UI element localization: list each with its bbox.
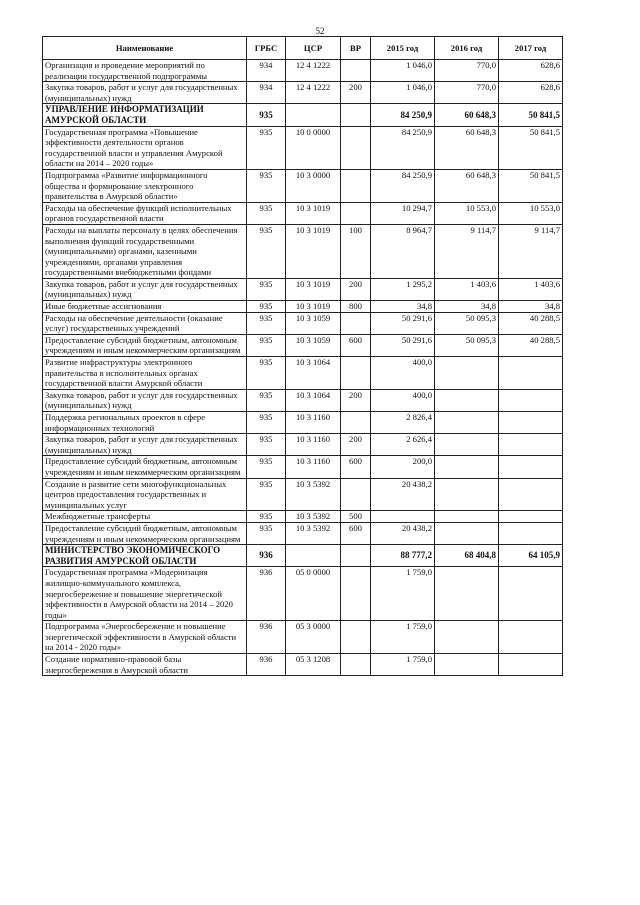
cell-grbs: 935	[247, 412, 286, 434]
cell-csr: 10 3 1160	[286, 434, 341, 456]
cell-y2016	[435, 654, 499, 676]
page-number: 52	[315, 26, 325, 36]
table-row	[43, 567, 563, 621]
table-row	[43, 60, 563, 82]
table-row	[43, 312, 563, 334]
cell-y2017	[499, 621, 563, 654]
cell-csr	[286, 104, 341, 126]
cell-y2016: 60 648,3	[435, 169, 499, 202]
cell-grbs: 935	[247, 301, 286, 313]
cell-name: Создание нормативно-правовой базы энергосбережения в Амурской области	[43, 654, 247, 676]
cell-y2017: 9 114,7	[499, 224, 563, 278]
cell-csr: 10 3 5392	[286, 478, 341, 511]
cell-vr: 200	[341, 278, 371, 300]
table-row	[43, 82, 563, 104]
cell-y2015: 84 250,9	[371, 169, 435, 202]
cell-csr: 10 3 1019	[286, 278, 341, 300]
cell-vr	[341, 621, 371, 654]
cell-y2017: 50 841,5	[499, 126, 563, 169]
cell-y2017: 64 105,9	[499, 545, 563, 567]
cell-y2016: 770,0	[435, 82, 499, 104]
cell-y2017	[499, 654, 563, 676]
cell-csr: 10 3 1160	[286, 412, 341, 434]
cell-y2017	[499, 412, 563, 434]
cell-vr: 100	[341, 224, 371, 278]
cell-vr: 500	[341, 511, 371, 523]
cell-name: Расходы на выплаты персоналу в целях обеспечения выполнения функций государственными (муниципальными) органами, казенными учреждениями, органами управления государственными внебюджетными фондами	[43, 224, 247, 278]
cell-name: Поддержка региональных проектов в сфере информационных технологий	[43, 412, 247, 434]
cell-y2015: 1 759,0	[371, 621, 435, 654]
cell-y2016	[435, 511, 499, 523]
cell-y2016: 50 095,3	[435, 312, 499, 334]
cell-vr	[341, 312, 371, 334]
cell-y2016	[435, 434, 499, 456]
cell-y2017	[499, 478, 563, 511]
cell-vr	[341, 169, 371, 202]
cell-y2015: 8 964,7	[371, 224, 435, 278]
cell-y2017: 50 841,5	[499, 104, 563, 126]
cell-grbs: 935	[247, 169, 286, 202]
cell-csr: 10 3 1059	[286, 312, 341, 334]
cell-csr: 10 3 5392	[286, 511, 341, 523]
cell-vr	[341, 412, 371, 434]
cell-vr: 600	[341, 456, 371, 478]
cell-vr	[341, 545, 371, 567]
header-grbs: ГРБС	[247, 37, 286, 60]
header-vr: ВР	[341, 37, 371, 60]
cell-y2017: 50 841,5	[499, 169, 563, 202]
cell-name: МИНИСТЕРСТВО ЭКОНОМИЧЕСКОГО РАЗВИТИЯ АМУРСКОЙ ОБЛАСТИ	[43, 545, 247, 567]
cell-y2017: 10 553,0	[499, 202, 563, 224]
cell-grbs: 935	[247, 522, 286, 544]
cell-grbs: 935	[247, 334, 286, 356]
table-row	[43, 389, 563, 411]
table-row	[43, 522, 563, 544]
cell-y2016	[435, 522, 499, 544]
table-row	[43, 104, 563, 126]
cell-csr: 10 3 5392	[286, 522, 341, 544]
cell-vr	[341, 60, 371, 82]
cell-name: Государственная программа «Модернизация жилищно-коммунального комплекса, энергосбережение и повышение энергетической эффективности в Амурской области на 2014 – 2020 годы»	[43, 567, 247, 621]
table-row	[43, 202, 563, 224]
cell-grbs: 936	[247, 621, 286, 654]
cell-name: Закупка товаров, работ и услуг для государственных (муниципальных) нужд	[43, 82, 247, 104]
cell-y2015: 2 626,4	[371, 434, 435, 456]
table-row	[43, 434, 563, 456]
cell-name: Предоставление субсидий бюджетным, автономным учреждениям и иным некоммерческим организациям	[43, 334, 247, 356]
cell-y2015: 50 291,6	[371, 312, 435, 334]
cell-y2017	[499, 511, 563, 523]
cell-y2017: 628,6	[499, 60, 563, 82]
cell-y2015: 1 295,2	[371, 278, 435, 300]
cell-y2015	[371, 511, 435, 523]
cell-y2016: 60 648,3	[435, 126, 499, 169]
cell-y2017	[499, 389, 563, 411]
cell-grbs: 936	[247, 654, 286, 676]
cell-csr	[286, 545, 341, 567]
table-header-row	[43, 37, 563, 60]
cell-name: Расходы на обеспечение функций исполнительных органов государственной власти	[43, 202, 247, 224]
cell-csr: 05 3 0000	[286, 621, 341, 654]
cell-y2015: 50 291,6	[371, 334, 435, 356]
cell-csr: 10 3 1064	[286, 389, 341, 411]
cell-grbs: 935	[247, 278, 286, 300]
table-row	[43, 621, 563, 654]
cell-y2015: 20 438,2	[371, 478, 435, 511]
cell-y2015: 1 759,0	[371, 567, 435, 621]
cell-grbs: 935	[247, 202, 286, 224]
cell-y2017: 40 288,5	[499, 312, 563, 334]
cell-y2016: 60 648,3	[435, 104, 499, 126]
cell-csr: 10 3 1160	[286, 456, 341, 478]
cell-y2015: 84 250,9	[371, 104, 435, 126]
cell-name: Создание и развитие сети многофункциональных центров предоставления государственных и муниципальных услуг	[43, 478, 247, 511]
cell-y2016: 50 095,3	[435, 334, 499, 356]
budget-table	[42, 36, 563, 676]
table-row	[43, 301, 563, 313]
table-row	[43, 654, 563, 676]
cell-grbs: 934	[247, 60, 286, 82]
cell-y2016	[435, 621, 499, 654]
cell-vr	[341, 126, 371, 169]
cell-grbs: 935	[247, 434, 286, 456]
cell-y2016: 770,0	[435, 60, 499, 82]
cell-grbs: 935	[247, 126, 286, 169]
cell-vr	[341, 104, 371, 126]
table-row	[43, 456, 563, 478]
cell-vr: 200	[341, 82, 371, 104]
cell-y2015: 400,0	[371, 389, 435, 411]
header-csr: ЦСР	[286, 37, 341, 60]
cell-y2017: 1 403,6	[499, 278, 563, 300]
cell-name: Подпрограмма «Развитие информационного общества и формирование электронного правительства в Амурской области»	[43, 169, 247, 202]
cell-grbs: 935	[247, 389, 286, 411]
cell-y2015: 200,0	[371, 456, 435, 478]
cell-vr: 600	[341, 334, 371, 356]
cell-y2016: 68 404,8	[435, 545, 499, 567]
cell-name: Иные бюджетные ассигнования	[43, 301, 247, 313]
cell-y2015: 1 046,0	[371, 60, 435, 82]
cell-y2015: 34,8	[371, 301, 435, 313]
cell-y2017	[499, 357, 563, 390]
cell-y2016: 1 403,6	[435, 278, 499, 300]
cell-vr	[341, 202, 371, 224]
cell-grbs: 935	[247, 357, 286, 390]
cell-grbs: 936	[247, 567, 286, 621]
cell-y2017: 34,8	[499, 301, 563, 313]
cell-grbs: 935	[247, 224, 286, 278]
cell-y2015: 400,0	[371, 357, 435, 390]
cell-grbs: 935	[247, 478, 286, 511]
cell-y2015: 84 250,9	[371, 126, 435, 169]
header-name: Наименование	[43, 37, 247, 60]
cell-name: Межбюджетные трансферты	[43, 511, 247, 523]
table-row	[43, 169, 563, 202]
cell-y2017	[499, 522, 563, 544]
cell-y2015: 1 046,0	[371, 82, 435, 104]
cell-name: Подпрограмма «Энергосбережение и повышение энергетической эффективности в Амурской области на 2014 - 2020 годы»	[43, 621, 247, 654]
cell-csr: 10 3 1019	[286, 202, 341, 224]
cell-csr: 10 0 0000	[286, 126, 341, 169]
cell-name: Закупка товаров, работ и услуг для государственных (муниципальных) нужд	[43, 389, 247, 411]
cell-y2016	[435, 357, 499, 390]
cell-y2017: 40 288,5	[499, 334, 563, 356]
header-2015: 2015 год	[371, 37, 435, 60]
cell-y2015: 2 826,4	[371, 412, 435, 434]
cell-grbs: 936	[247, 545, 286, 567]
cell-name: Организация и проведение мероприятий по реализации государственной подпрограммы	[43, 60, 247, 82]
cell-name: Государственная программа «Повышение эффективности деятельности органов государственной власти и управления Амурской области на 2014 – 2020 годы»	[43, 126, 247, 169]
cell-name: Расходы на обеспечение деятельности (оказание услуг) государственных учреждений	[43, 312, 247, 334]
table-row	[43, 224, 563, 278]
cell-vr: 600	[341, 522, 371, 544]
table-row	[43, 545, 563, 567]
cell-name: УПРАВЛЕНИЕ ИНФОРМАТИЗАЦИИ АМУРСКОЙ ОБЛАСТИ	[43, 104, 247, 126]
cell-csr: 10 3 0000	[286, 169, 341, 202]
cell-vr: 200	[341, 389, 371, 411]
cell-grbs: 935	[247, 511, 286, 523]
cell-y2017: 628,6	[499, 82, 563, 104]
cell-y2016	[435, 456, 499, 478]
cell-vr	[341, 567, 371, 621]
cell-name: Закупка товаров, работ и услуг для государственных (муниципальных) нужд	[43, 434, 247, 456]
cell-vr: 200	[341, 434, 371, 456]
table-row	[43, 126, 563, 169]
cell-name: Предоставление субсидий бюджетным, автономным учреждениям и иным некоммерческим организациям	[43, 456, 247, 478]
cell-y2015: 10 294,7	[371, 202, 435, 224]
cell-csr: 10 3 1019	[286, 224, 341, 278]
cell-y2016	[435, 412, 499, 434]
table-row	[43, 478, 563, 511]
cell-csr: 10 3 1059	[286, 334, 341, 356]
cell-vr	[341, 654, 371, 676]
cell-y2015: 88 777,2	[371, 545, 435, 567]
cell-csr: 12 4 1222	[286, 82, 341, 104]
cell-y2017	[499, 456, 563, 478]
cell-vr	[341, 478, 371, 511]
cell-y2016: 34,8	[435, 301, 499, 313]
table-row	[43, 357, 563, 390]
cell-y2016	[435, 478, 499, 511]
cell-name: Закупка товаров, работ и услуг для государственных (муниципальных) нужд	[43, 278, 247, 300]
table-row	[43, 334, 563, 356]
cell-grbs: 935	[247, 312, 286, 334]
cell-csr: 05 0 0000	[286, 567, 341, 621]
cell-vr	[341, 357, 371, 390]
cell-y2017	[499, 567, 563, 621]
cell-y2016	[435, 567, 499, 621]
cell-csr: 10 3 1019	[286, 301, 341, 313]
cell-csr: 10 3 1064	[286, 357, 341, 390]
table-row	[43, 412, 563, 434]
cell-name: Развитие инфраструктуры электронного правительства в исполнительных органах государственной власти Амурской области	[43, 357, 247, 390]
cell-y2016: 10 553,0	[435, 202, 499, 224]
cell-y2016: 9 114,7	[435, 224, 499, 278]
cell-grbs: 935	[247, 456, 286, 478]
header-2016: 2016 год	[435, 37, 499, 60]
cell-grbs: 934	[247, 82, 286, 104]
table-body	[43, 60, 563, 676]
table-row	[43, 278, 563, 300]
cell-csr: 12 4 1222	[286, 60, 341, 82]
cell-y2015: 1 759,0	[371, 654, 435, 676]
table-row	[43, 511, 563, 523]
cell-name: Предоставление субсидий бюджетным, автономным учреждениям и иным некоммерческим организациям	[43, 522, 247, 544]
cell-grbs: 935	[247, 104, 286, 126]
cell-csr: 05 3 1208	[286, 654, 341, 676]
cell-y2016	[435, 389, 499, 411]
cell-y2015: 20 438,2	[371, 522, 435, 544]
header-2017: 2017 год	[499, 37, 563, 60]
cell-y2017	[499, 434, 563, 456]
cell-vr: 800	[341, 301, 371, 313]
